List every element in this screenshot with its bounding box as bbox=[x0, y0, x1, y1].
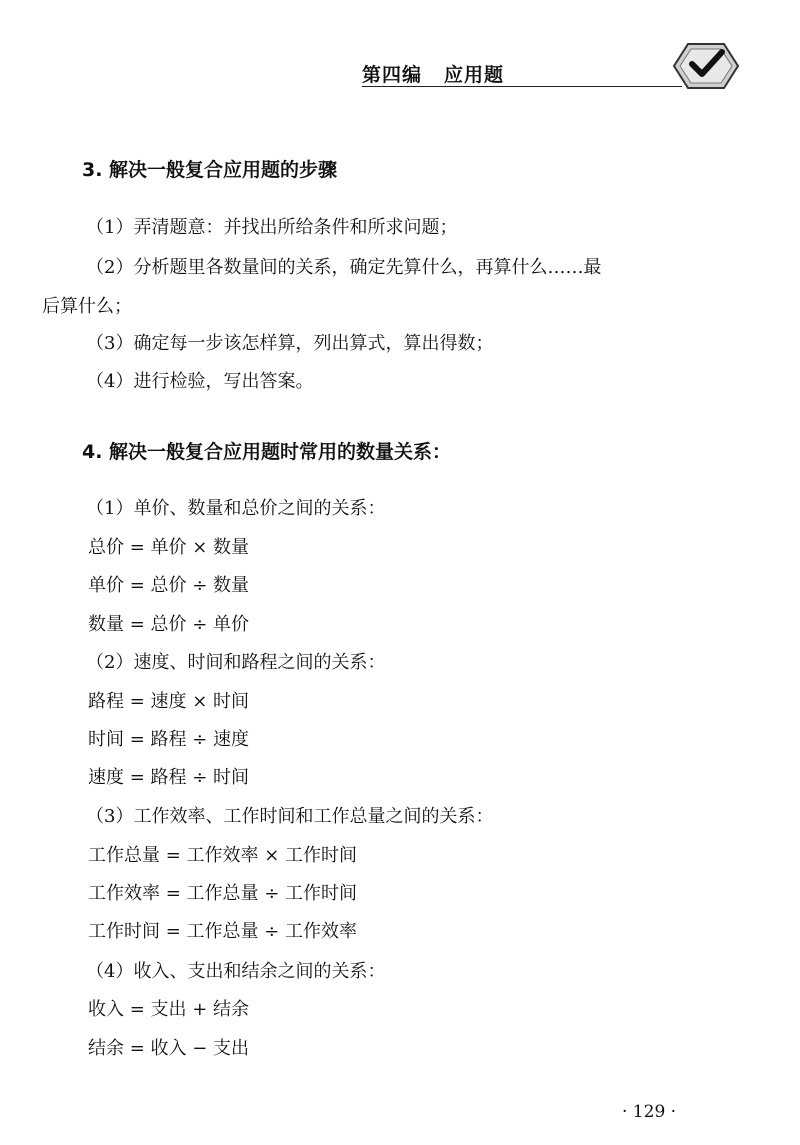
checkmark-badge-icon bbox=[666, 40, 742, 92]
section-3-heading: 3. 解决一般复合应用题的步骤 bbox=[82, 159, 338, 181]
step-1: （1）弄清题意：并找出所给条件和所求问题； bbox=[86, 217, 458, 238]
relation-heading-speed: （2）速度、时间和路程之间的关系： bbox=[86, 652, 386, 673]
step-2-continued: 后算什么； bbox=[42, 296, 132, 317]
page-number: · 129 · bbox=[622, 1102, 677, 1122]
formula-line: 时间 = 路程 ÷ 速度 bbox=[88, 729, 250, 750]
header-title: 应用题 bbox=[444, 64, 505, 86]
formula-line: 单价 = 总价 ÷ 数量 bbox=[88, 575, 250, 596]
formula-line: 路程 = 速度 × 时间 bbox=[88, 691, 250, 712]
page-header bbox=[362, 60, 504, 87]
relation-heading-price: （1）单价、数量和总价之间的关系： bbox=[86, 498, 386, 519]
header-rule bbox=[362, 86, 682, 87]
formula-line: 工作总量 = 工作效率 × 工作时间 bbox=[88, 845, 358, 866]
step-4: （4）进行检验，写出答案。 bbox=[86, 371, 314, 392]
formula-line: 数量 = 总价 ÷ 单价 bbox=[88, 614, 250, 635]
relation-heading-income: （4）收入、支出和结余之间的关系： bbox=[86, 961, 386, 982]
formula-line: 收入 = 支出 + 结余 bbox=[88, 999, 250, 1020]
step-2: （2）分析题里各数量间的关系，确定先算什么，再算什么……最 bbox=[86, 257, 602, 278]
formula-line: 结余 = 收入 − 支出 bbox=[88, 1038, 250, 1059]
header-part: 第四编 bbox=[362, 64, 423, 86]
formula-line: 速度 = 路程 ÷ 时间 bbox=[88, 767, 250, 788]
formula-line: 工作效率 = 工作总量 ÷ 工作时间 bbox=[88, 883, 358, 904]
formula-line: 工作时间 = 工作总量 ÷ 工作效率 bbox=[88, 921, 358, 942]
section-4-heading: 4. 解决一般复合应用题时常用的数量关系： bbox=[82, 441, 452, 463]
step-3: （3）确定每一步该怎样算，列出算式，算出得数； bbox=[86, 333, 494, 354]
relation-heading-work: （3）工作效率、工作时间和工作总量之间的关系： bbox=[86, 806, 494, 827]
formula-line: 总价 = 单价 × 数量 bbox=[88, 537, 250, 558]
